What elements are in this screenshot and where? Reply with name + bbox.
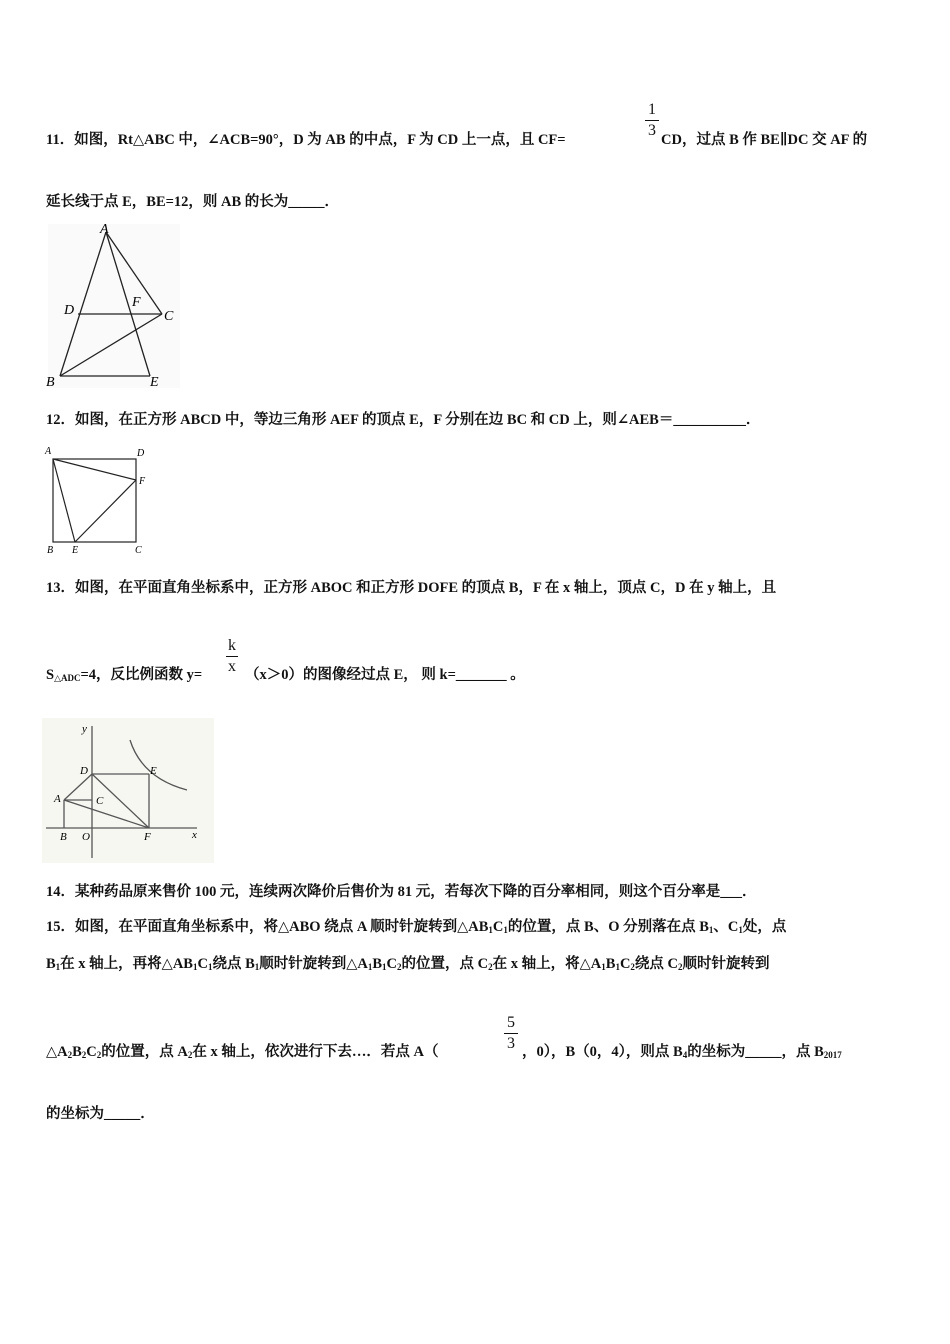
- q15-line4: 的坐标为_____．: [46, 1106, 155, 1122]
- q15-sub: 1: [254, 962, 260, 972]
- q13-line2-end: （x＞0）的图像经过点 E， 则 k=_______ 。: [245, 667, 525, 683]
- q13-line1: 13．如图，在平面直角坐标系中，正方形 ABOC 和正方形 DOFE 的顶点 B，F 在 x 轴上，顶点 C，D 在 y 轴上，且: [46, 580, 777, 596]
- q15-frac-num: 5: [507, 1014, 515, 1031]
- q15-l3-part: 在 x 轴上，依次进行下去…．若点 A（: [192, 1044, 439, 1060]
- q13-frac-den: x: [228, 658, 236, 675]
- q15-sub: 1: [55, 962, 61, 972]
- q15-sub: 4: [682, 1050, 688, 1060]
- q13-label-O: O: [82, 831, 90, 843]
- q13-s-label: S: [46, 667, 55, 683]
- q12-label-D: D: [137, 448, 145, 459]
- q15-sub: 2: [67, 1050, 73, 1060]
- q15-l2-part: C: [619, 956, 631, 972]
- q12-figure: [40, 442, 155, 560]
- q11-label-C: C: [164, 309, 174, 324]
- q15-sub: 1: [192, 962, 198, 972]
- q15-fraction: [504, 1015, 518, 1052]
- q13-text-a: =4，反比例函数 y=: [80, 667, 203, 683]
- q15-l1-part: C: [492, 919, 504, 935]
- q11-label-D: D: [64, 303, 75, 318]
- q12-line1: 12．如图，在正方形 ABCD 中，等边三角形 AEF 的顶点 E，F 分别在边 BC 和 CD 上，则∠AEB＝__________．: [46, 412, 761, 428]
- q11-label-B: B: [46, 375, 55, 390]
- q13-label-A: A: [54, 793, 61, 805]
- q15-sub: 2: [488, 962, 493, 972]
- q15-line3: [46, 1040, 439, 1061]
- q11-text-b: CD，过点 B 作 BE∥DC 交 AF 的: [661, 132, 868, 148]
- q15-l2-part: C: [386, 956, 398, 972]
- q11-label-F: F: [132, 295, 141, 310]
- q11-line1: [46, 128, 566, 149]
- q15-sub: 2: [96, 1050, 102, 1060]
- q15-l1-part: 15．如图，在平面直角坐标系中，将△ABO 绕点 A 顺时针旋转到△AB: [46, 919, 489, 935]
- q15-l2-part: 在 x 轴上，将△A: [492, 956, 602, 972]
- q15-sub: 1: [708, 925, 714, 935]
- q15-l1-part: 的位置，点 B、O 分别落在点 B: [507, 919, 709, 935]
- q14-line1: 14．某种药品原来售价 100 元，连续两次降价后售价为 81 元，若每次下降的百分率相同，则这个百分率是___．: [46, 884, 757, 900]
- q15-sub: 2017: [823, 1050, 842, 1060]
- q15-sub: 1: [615, 962, 620, 972]
- q15-frac-den: 3: [507, 1035, 515, 1052]
- q15-l2-part: B: [605, 956, 616, 972]
- q13-label-B: B: [60, 831, 67, 843]
- q13-label-F: F: [144, 831, 151, 843]
- q13-label-E: E: [150, 765, 157, 777]
- q15-sub: 1: [207, 962, 213, 972]
- q12-label-C: C: [135, 545, 142, 556]
- q15-sub: 1: [738, 925, 743, 935]
- q15-l3-part: C: [86, 1044, 97, 1060]
- q15-sub: 1: [601, 962, 606, 972]
- q11-label-A: A: [100, 222, 109, 237]
- q15-l2-part: B: [46, 956, 56, 972]
- q15-sub: 1: [503, 925, 508, 935]
- q11-line2: 延长线于点 E，BE=12，则 AB 的长为_____．: [46, 194, 340, 210]
- q15-l3-part: 的位置，点 A: [101, 1044, 188, 1060]
- q15-line1: [46, 915, 786, 936]
- q13-s-sub: △ADC: [54, 673, 81, 683]
- q11-fraction: [645, 102, 659, 139]
- q15-l2-part: 在 x 轴上，再将△AB: [60, 956, 193, 972]
- q13-fraction: [226, 638, 238, 675]
- q15-l3-part: △A: [46, 1044, 68, 1060]
- q15-sub: 1: [367, 962, 373, 972]
- q15-l2-part: 的位置，点 C: [401, 956, 489, 972]
- q15-l1-part: 、C: [713, 919, 739, 935]
- q15-line2: [46, 952, 770, 973]
- q13-frac-num: k: [228, 637, 236, 654]
- q12-label-F: F: [139, 476, 146, 487]
- q11-frac-den: 3: [648, 122, 656, 139]
- q15-l3-part: 的坐标为_____，点 B: [687, 1044, 824, 1060]
- q13-figure: [42, 718, 214, 863]
- q13-label-y: y: [82, 723, 87, 735]
- q15-l1-part: 处，点: [742, 919, 787, 935]
- q15-l2-part: 顺时针旋转到: [682, 956, 770, 972]
- q15-l2-part: C: [197, 956, 208, 972]
- q11-text-a: 11．如图，Rt△ABC 中，∠ACB=90°，D 为 AB 的中点，F 为 CD 上一点，且 CF=: [46, 132, 566, 148]
- q13-label-x: x: [192, 829, 197, 841]
- q15-l3-part: ，0），B（0，4），则点 B: [522, 1044, 683, 1060]
- q15-l2-part: 顺时针旋转到△A: [259, 956, 368, 972]
- q11-frac-num: 1: [648, 101, 656, 118]
- q15-sub: 1: [382, 962, 387, 972]
- q15-sub: 2: [81, 1050, 87, 1060]
- q12-label-A: A: [45, 446, 52, 457]
- q15-l3-part: B: [72, 1044, 82, 1060]
- q15-sub: 2: [630, 962, 635, 972]
- q12-label-B: B: [47, 545, 54, 556]
- q11-line1-end: [661, 128, 867, 149]
- q15-sub: 2: [397, 962, 402, 972]
- q11-figure: [40, 220, 185, 392]
- q15-l2-part: B: [372, 956, 383, 972]
- q13-label-D: D: [80, 765, 88, 777]
- q15-sub: 1: [488, 925, 493, 935]
- q15-line3-end: [522, 1040, 842, 1061]
- q15-sub: 2: [678, 962, 683, 972]
- q15-l2-part: 绕点 B: [212, 956, 255, 972]
- q11-label-E: E: [150, 375, 159, 390]
- q13-line2: [46, 663, 202, 684]
- q15-l2-part: 绕点 C: [634, 956, 679, 972]
- q15-sub: 2: [187, 1050, 193, 1060]
- q12-label-E: E: [72, 545, 79, 556]
- q13-label-C: C: [96, 795, 104, 807]
